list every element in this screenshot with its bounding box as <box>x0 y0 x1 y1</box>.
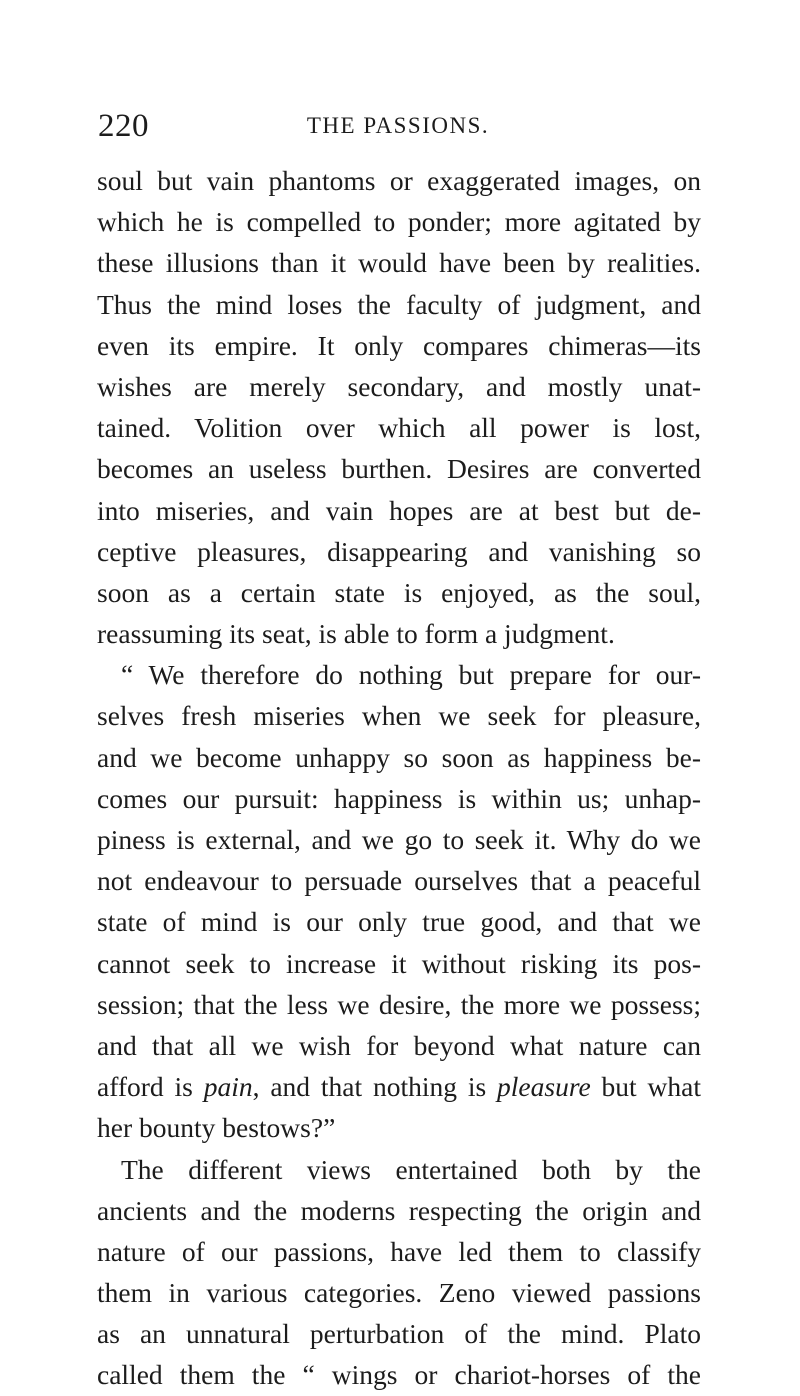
text-line: these illusions than it would have been by realities. <box>97 247 701 279</box>
text-line: ancients and the moderns respecting the origin and <box>97 1194 701 1226</box>
text-line: reassuming its seat, is able to form a judgment. <box>97 618 615 650</box>
text-line: and that all we wish for beyond what nature can <box>97 1029 701 1061</box>
text-line: state of mind is our only true good, and that we <box>97 906 701 938</box>
text-line: and we become unhappy so soon as happiness be- <box>97 741 701 773</box>
text-line: Thus the mind loses the faculty of judgment, and <box>97 288 701 320</box>
text-line: comes our pursuit: happiness is within us; unhap- <box>97 782 701 814</box>
text-line: session; that the less we desire, the more we possess; <box>97 988 701 1020</box>
page-number: 220 <box>98 108 149 144</box>
text-line: nature of our passions, have led them to classify <box>97 1235 701 1267</box>
text-line: her bounty bestows?” <box>97 1112 336 1144</box>
text-line: them in various categories. Zeno viewed passions <box>97 1277 701 1309</box>
text-line: as an unnatural perturbation of the mind. Plato <box>97 1318 701 1350</box>
text-line: called them the “ wings or chariot-horses of the <box>97 1359 701 1391</box>
text-line: into miseries, and vain hopes are at best but de- <box>97 494 701 526</box>
text-line: even its empire. It only compares chimeras—its <box>97 329 701 361</box>
text-line: soul but vain phantoms or exaggerated images, on <box>97 165 701 196</box>
text-line: soon as a certain state is enjoyed, as the soul, <box>97 576 701 608</box>
italic-word-pleasure: pleasure <box>497 1071 591 1103</box>
text-segment: but what <box>590 1071 701 1103</box>
text-line: “ We therefore do nothing but prepare for our- <box>121 659 701 691</box>
text-line: wishes are merely secondary, and mostly unat- <box>97 370 701 402</box>
text-line: not endeavour to persuade ourselves that a peaceful <box>97 865 701 897</box>
text-line: cannot seek to increase it without risking its pos- <box>97 947 701 979</box>
italic-word-pain: pain <box>203 1071 253 1103</box>
text-line: becomes an useless burthen. Desires are converted <box>97 453 701 485</box>
text-line: tained. Volition over which all power is lost, <box>97 412 701 444</box>
running-title: THE PASSIONS. <box>306 113 490 138</box>
text-line: piness is external, and we go to seek it. Why do we <box>97 824 701 855</box>
text-line: which he is compelled to ponder; more agitated by <box>97 206 701 238</box>
text-segment: , and that nothing is <box>252 1071 498 1103</box>
text-line <box>97 1066 701 1107</box>
text-line: selves fresh miseries when we seek for pleasure, <box>97 700 701 732</box>
text-line: The different views entertained both by the <box>121 1153 701 1185</box>
page-header <box>98 104 698 148</box>
text-segment: afford is <box>97 1071 204 1103</box>
body-text <box>97 160 701 1396</box>
text-line: ceptive pleasures, disappearing and vanishing so <box>97 535 701 567</box>
